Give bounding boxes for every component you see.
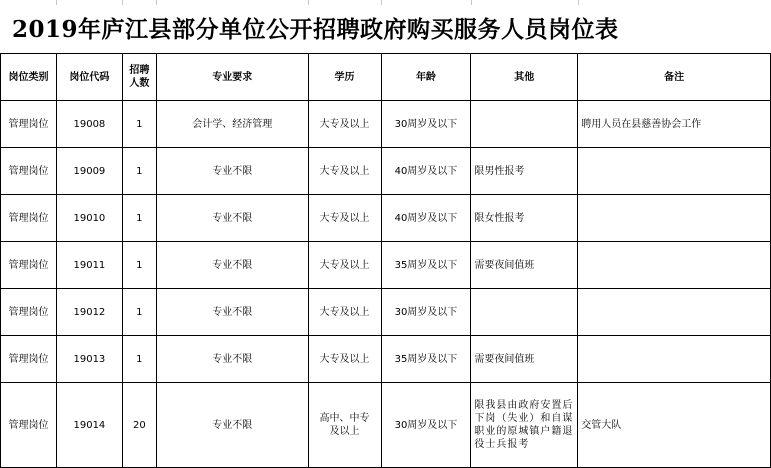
cell-education[interactable]: 大专及以上 [308, 195, 381, 242]
header-count[interactable] [122, 54, 156, 101]
cell-other[interactable]: 限女性报考 [471, 195, 578, 242]
header-education[interactable]: 学历 [308, 54, 381, 101]
cell-other[interactable]: 限男性报考 [471, 148, 578, 195]
page-title: 2019年庐江县部分单位公开招聘政府购买服务人员岗位表 [12, 16, 619, 43]
cell-remark[interactable] [578, 242, 771, 289]
cell-category[interactable]: 管理岗位 [1, 101, 57, 148]
cell-education[interactable]: 大专及以上 [308, 101, 381, 148]
table-row [1, 195, 771, 242]
cell-count[interactable]: 1 [122, 195, 156, 242]
cell-category[interactable]: 管理岗位 [1, 336, 57, 383]
cell-remark[interactable] [578, 289, 771, 336]
cell-education[interactable]: 大专及以上 [308, 289, 381, 336]
table-row [1, 289, 771, 336]
cell-age[interactable]: 35周岁及以下 [381, 242, 471, 289]
cell-remark[interactable] [578, 195, 771, 242]
table-row [1, 383, 771, 468]
cell-count[interactable]: 1 [122, 336, 156, 383]
header-other[interactable]: 其他 [471, 54, 578, 101]
cell-age[interactable]: 35周岁及以下 [381, 336, 471, 383]
header-count-text: 招聘人数 [129, 65, 150, 89]
cell-count[interactable]: 20 [122, 383, 156, 468]
cell-major[interactable]: 专业不限 [156, 289, 308, 336]
cell-remark[interactable]: 聘用人员在县慈善协会工作 [578, 101, 771, 148]
ruler-tick [156, 0, 157, 5]
cell-major[interactable]: 专业不限 [156, 195, 308, 242]
cell-other[interactable] [471, 101, 578, 148]
table-row [1, 336, 771, 383]
ruler-tick [381, 0, 382, 5]
cell-education[interactable] [308, 383, 381, 468]
cell-education[interactable]: 大专及以上 [308, 336, 381, 383]
ruler-tick [308, 0, 309, 5]
cell-remark[interactable] [578, 336, 771, 383]
header-major[interactable]: 专业要求 [156, 54, 308, 101]
table-row [1, 148, 771, 195]
cell-remark[interactable]: 交管大队 [578, 383, 771, 468]
cell-age[interactable]: 40周岁及以下 [381, 148, 471, 195]
column-ruler [0, 0, 771, 7]
cell-code[interactable]: 19011 [56, 242, 122, 289]
cell-other[interactable]: 需要夜间值班 [471, 242, 578, 289]
header-code[interactable]: 岗位代码 [56, 54, 122, 101]
table-row [1, 101, 771, 148]
cell-major[interactable]: 专业不限 [156, 148, 308, 195]
cell-category[interactable]: 管理岗位 [1, 242, 57, 289]
ruler-tick [56, 0, 57, 5]
cell-education-text: 高中、中专及以上 [319, 413, 370, 437]
cell-category[interactable]: 管理岗位 [1, 195, 57, 242]
cell-code[interactable]: 19010 [56, 195, 122, 242]
cell-major[interactable]: 专业不限 [156, 242, 308, 289]
cell-other[interactable]: 需要夜间值班 [471, 336, 578, 383]
cell-count[interactable]: 1 [122, 289, 156, 336]
cell-category[interactable]: 管理岗位 [1, 148, 57, 195]
cell-age[interactable]: 30周岁及以下 [381, 101, 471, 148]
cell-remark[interactable] [578, 148, 771, 195]
header-remark[interactable]: 备注 [578, 54, 771, 101]
ruler-tick [578, 0, 579, 5]
cell-education[interactable]: 大专及以上 [308, 242, 381, 289]
cell-code[interactable]: 19009 [56, 148, 122, 195]
table-header-row [1, 54, 771, 101]
cell-category[interactable]: 管理岗位 [1, 383, 57, 468]
cell-count[interactable]: 1 [122, 101, 156, 148]
cell-major[interactable]: 专业不限 [156, 383, 308, 468]
cell-count[interactable]: 1 [122, 242, 156, 289]
cell-age[interactable]: 40周岁及以下 [381, 195, 471, 242]
cell-major[interactable]: 会计学、经济管理 [156, 101, 308, 148]
cell-education[interactable]: 大专及以上 [308, 148, 381, 195]
header-age[interactable]: 年龄 [381, 54, 471, 101]
cell-code[interactable]: 19014 [56, 383, 122, 468]
cell-code[interactable]: 19012 [56, 289, 122, 336]
cell-other[interactable] [471, 289, 578, 336]
table-row [1, 242, 771, 289]
cell-count[interactable]: 1 [122, 148, 156, 195]
cell-category[interactable]: 管理岗位 [1, 289, 57, 336]
ruler-tick [122, 0, 123, 5]
positions-table [0, 53, 771, 468]
cell-age[interactable]: 30周岁及以下 [381, 383, 471, 468]
cell-age[interactable]: 30周岁及以下 [381, 289, 471, 336]
cell-major[interactable]: 专业不限 [156, 336, 308, 383]
cell-code[interactable]: 19008 [56, 101, 122, 148]
cell-code[interactable]: 19013 [56, 336, 122, 383]
header-category[interactable]: 岗位类别 [1, 54, 57, 101]
cell-other[interactable]: 限我县由政府安置后下岗（失业）和自谋职业的原城镇户籍退役士兵报考 [471, 383, 578, 468]
ruler-tick [471, 0, 472, 5]
